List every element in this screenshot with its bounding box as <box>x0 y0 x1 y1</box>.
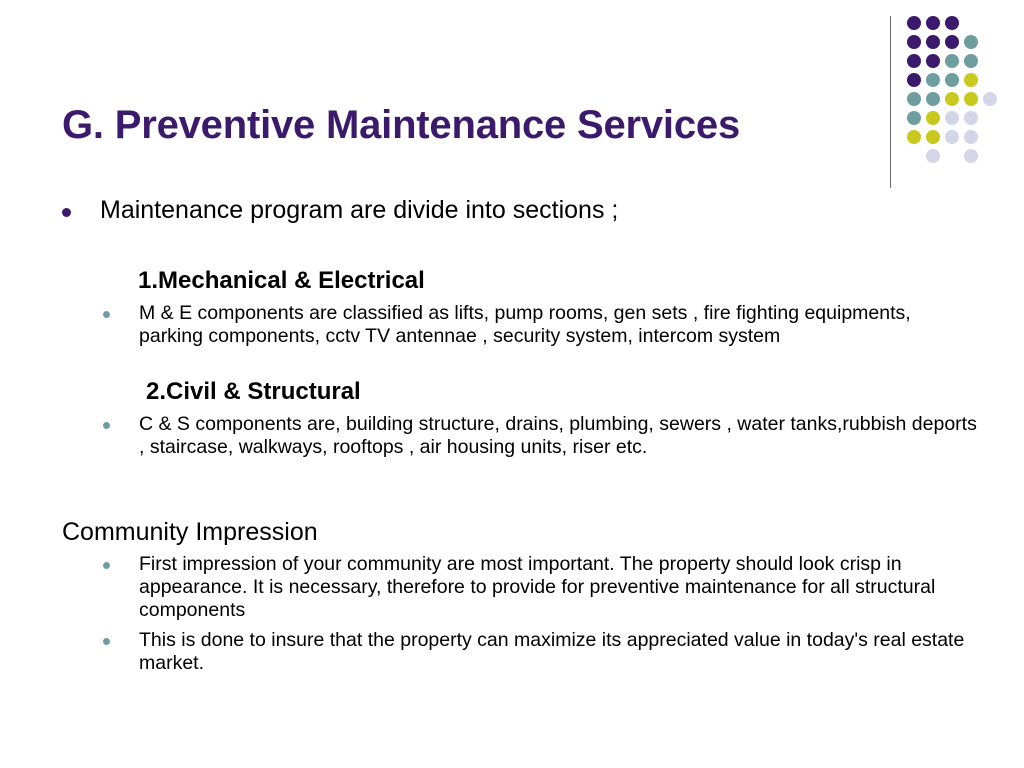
decorative-dot <box>926 130 940 144</box>
decorative-dot <box>907 111 921 125</box>
decorative-dot <box>926 16 940 30</box>
decorative-dot <box>907 130 921 144</box>
section-heading-civil-structural: 2.Civil & Structural <box>146 378 361 405</box>
decorative-dot <box>964 130 978 144</box>
decorative-dot <box>926 92 940 106</box>
decorative-dot <box>964 54 978 68</box>
bullet-dot-icon <box>62 208 71 217</box>
list-item <box>139 413 979 459</box>
decorative-dot <box>945 111 959 125</box>
decorative-dot <box>945 130 959 144</box>
decorative-dot <box>907 92 921 106</box>
decorative-dot <box>945 73 959 87</box>
decorative-dot <box>964 92 978 106</box>
community-heading: Community Impression <box>62 518 318 546</box>
decorative-dot-grid <box>0 0 1024 200</box>
list-item <box>139 553 979 622</box>
decorative-dot <box>983 92 997 106</box>
bullet-text: First impression of your community are most important. The property should look crisp in appearance. It is necessary, therefore to provide for preventive maintenance for all structural components <box>139 553 936 621</box>
decorative-dot <box>926 149 940 163</box>
bullet-text: This is done to insure that the property can maximize its appreciated value in today's real estate market. <box>139 629 965 674</box>
list-item <box>139 302 979 348</box>
bullet-dot-icon <box>103 422 110 429</box>
bullet-dot-icon <box>103 562 110 569</box>
decorative-dot <box>964 111 978 125</box>
list-item <box>139 629 979 675</box>
bullet-dot-icon <box>103 638 110 645</box>
intro-bullet <box>100 196 618 225</box>
decorative-dot <box>926 35 940 49</box>
section-heading-mechanical-electrical: 1.Mechanical & Electrical <box>138 267 425 294</box>
decorative-dot <box>964 149 978 163</box>
decorative-dot <box>907 73 921 87</box>
slide-title: G. Preventive Maintenance Services <box>62 103 740 147</box>
decorative-dot <box>926 73 940 87</box>
decorative-dot <box>907 16 921 30</box>
bullet-text: M & E components are classified as lifts, pump rooms, gen sets , fire fighting equipments, parking components, cctv TV antennae , security system, intercom system <box>139 302 911 347</box>
decorative-dot <box>907 35 921 49</box>
decorative-dot <box>907 54 921 68</box>
decorative-dot <box>926 54 940 68</box>
bullet-text: C & S components are, building structure, drains, plumbing, sewers , water tanks,rubbish deports , staircase, walkways, rooftops , air housing units, riser etc. <box>139 413 977 458</box>
decorative-dot <box>926 111 940 125</box>
decorative-dot <box>945 35 959 49</box>
intro-text: Maintenance program are divide into sections ; <box>100 196 619 224</box>
decorative-dot <box>964 73 978 87</box>
decorative-dot <box>945 16 959 30</box>
decorative-dot <box>945 92 959 106</box>
divider-line <box>890 16 891 188</box>
bullet-dot-icon <box>103 311 110 318</box>
decorative-dot <box>964 35 978 49</box>
decorative-dot <box>945 54 959 68</box>
